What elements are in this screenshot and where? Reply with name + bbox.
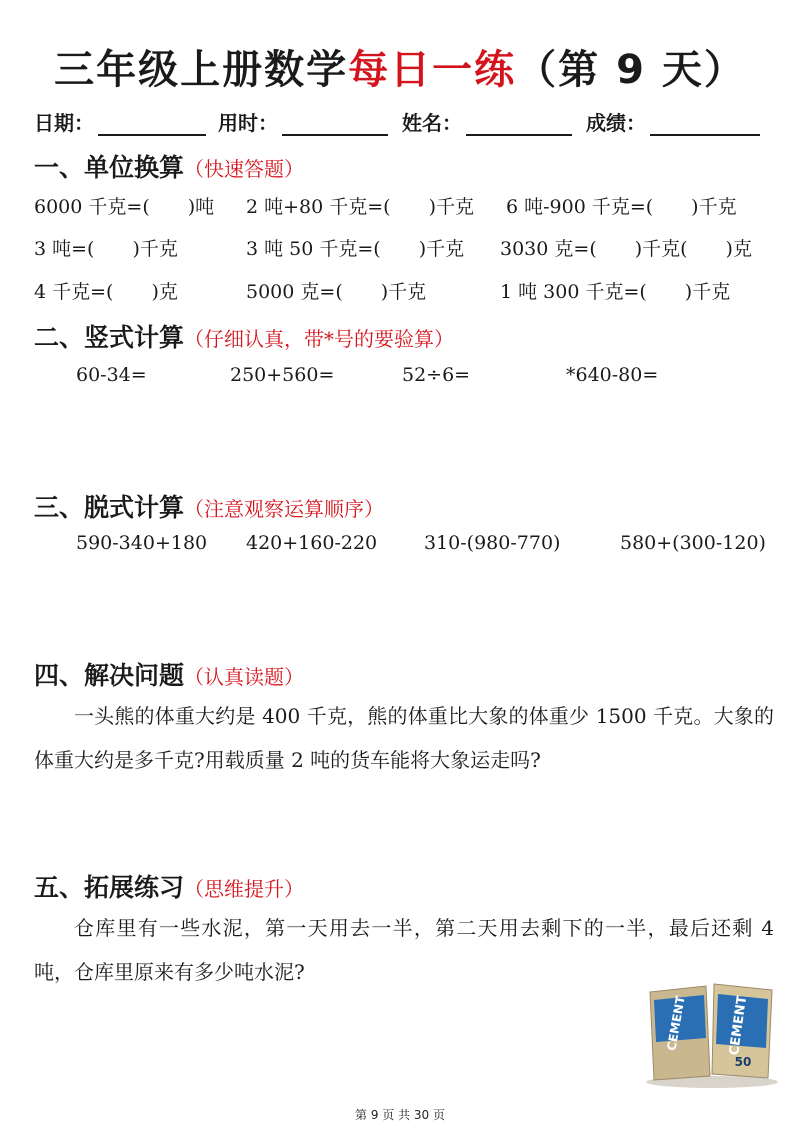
vertical-calc-item[interactable]: 52÷6= — [402, 364, 471, 386]
vertical-calc-item[interactable]: *640-80= — [566, 364, 659, 386]
section-4-hint: （认真读题） — [184, 665, 305, 689]
step-calc-item[interactable]: 590-340+180 — [76, 532, 208, 554]
title-daily-practice: 每日一练 — [348, 47, 517, 93]
extension-problem-text: 仓库里有一些水泥，第一天用去一半，第二天用去剩下的一半，最后还剩 4 吨，仓库里原来有多少吨水泥? — [34, 916, 774, 984]
conversion-item[interactable]: 3 吨=( )千克 — [34, 238, 178, 260]
page-footer: 第 9 页 共 30 页 — [355, 1108, 445, 1122]
cement-bag-number: 50 — [734, 1055, 752, 1069]
conversion-item[interactable]: 6000 千克=( )吨 — [34, 196, 215, 218]
time-blank[interactable] — [282, 114, 388, 136]
cement-bags-image — [640, 978, 780, 1088]
step-calc-item[interactable]: 310-(980-770) — [424, 532, 561, 554]
conversion-item[interactable]: 3030 克=( )千克( )克 — [500, 238, 752, 260]
score-label: 成绩： — [586, 111, 646, 135]
section-5-title: 五、拓展练习 — [34, 873, 185, 902]
conversion-item[interactable]: 2 吨+80 千克=( )千克 — [246, 196, 475, 218]
step-calc-row — [0, 532, 800, 562]
step-calc-item[interactable]: 580+(300-120) — [620, 532, 766, 554]
name-blank[interactable] — [466, 114, 572, 136]
date-label: 日期： — [34, 111, 94, 135]
worksheet-title — [0, 38, 800, 95]
vertical-calc-item[interactable]: 60-34= — [76, 364, 147, 386]
section-1-hint: （快速答题） — [184, 157, 305, 181]
section-5-heading — [34, 868, 304, 904]
section-1-heading — [34, 148, 304, 184]
section-2-hint: （仔细认真，带*号的要验算） — [184, 327, 455, 351]
section-3-hint: （注意观察运算顺序） — [184, 497, 385, 521]
score-blank[interactable] — [650, 114, 760, 136]
conversion-row-2 — [0, 234, 800, 264]
cement-bag-label: CEMENT — [664, 994, 688, 1052]
word-problem-text: 一头熊的体重大约是 400 千克，熊的体重比大象的体重少 1500 千克。大象的体重大约是多千克?用载质量 2 吨的货车能将大象运走吗? — [34, 704, 774, 772]
title-day: （第 9 天） — [516, 47, 746, 93]
cement-bag-label: CEMENT — [726, 994, 751, 1057]
date-blank[interactable] — [98, 114, 206, 136]
section-1-title: 一、单位换算 — [34, 153, 185, 182]
conversion-row-3 — [0, 277, 800, 307]
time-label: 用时： — [218, 111, 278, 135]
title-grade: 三年级上册数学 — [54, 47, 349, 93]
section-4-title: 四、解决问题 — [34, 661, 185, 690]
section-2-heading — [34, 318, 454, 354]
conversion-row-1 — [0, 192, 800, 222]
vertical-calc-item[interactable]: 250+560= — [230, 364, 335, 386]
section-5-hint: （思维提升） — [184, 877, 305, 901]
conversion-item[interactable]: 1 吨 300 千克=( )千克 — [500, 281, 731, 303]
conversion-item[interactable]: 6 吨-900 千克=( )千克 — [506, 196, 737, 218]
info-header — [34, 108, 774, 136]
name-label: 姓名： — [402, 111, 462, 135]
conversion-item[interactable]: 4 千克=( )克 — [34, 281, 178, 303]
section-3-heading — [34, 488, 384, 524]
vertical-calc-row — [0, 364, 800, 394]
step-calc-item[interactable]: 420+160-220 — [246, 532, 378, 554]
section-2-title: 二、竖式计算 — [34, 323, 185, 352]
conversion-item[interactable]: 5000 克=( )千克 — [246, 281, 427, 303]
conversion-item[interactable]: 3 吨 50 千克=( )千克 — [246, 238, 465, 260]
section-3-title: 三、脱式计算 — [34, 493, 185, 522]
section-4-heading — [34, 656, 304, 692]
